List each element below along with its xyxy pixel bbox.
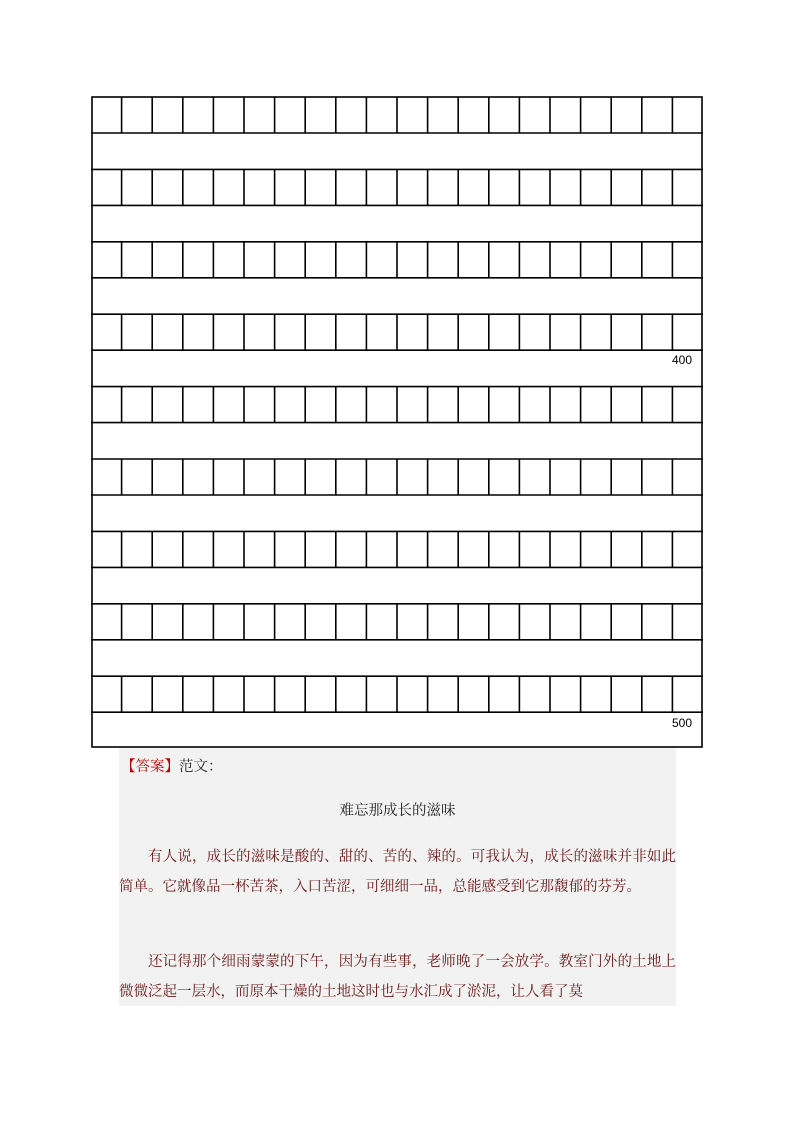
grid-lines	[91, 97, 703, 747]
composition-grid	[91, 96, 703, 748]
essay-paragraph: 有人说，成长的滋味是酸的、甜的、苦的、辣的。可我认为，成长的滋味并非如此简单。它就像品一杯苦茶，入口苦涩，可细细一品，总能感受到它那馥郁的芬芳。	[119, 849, 676, 895]
composition-grid-lines	[91, 96, 703, 748]
answer-section	[119, 748, 676, 1006]
essay-title: 难忘那成长的滋味	[339, 803, 456, 819]
essay-paragraph: 还记得那个细雨蒙蒙的下午，因为有些事，老师晚了一会放学。教室门外的土地上微微泛起一层水，而原本干燥的土地这时也与水汇成了淤泥，让人看了莫	[119, 954, 676, 1000]
answer-heading	[121, 755, 223, 776]
word-count-500-label: 500	[671, 716, 692, 730]
model-essay-label: 范文：	[179, 759, 223, 775]
answer-tag: 【答案】	[121, 759, 179, 775]
word-count-400-label: 400	[671, 353, 692, 367]
